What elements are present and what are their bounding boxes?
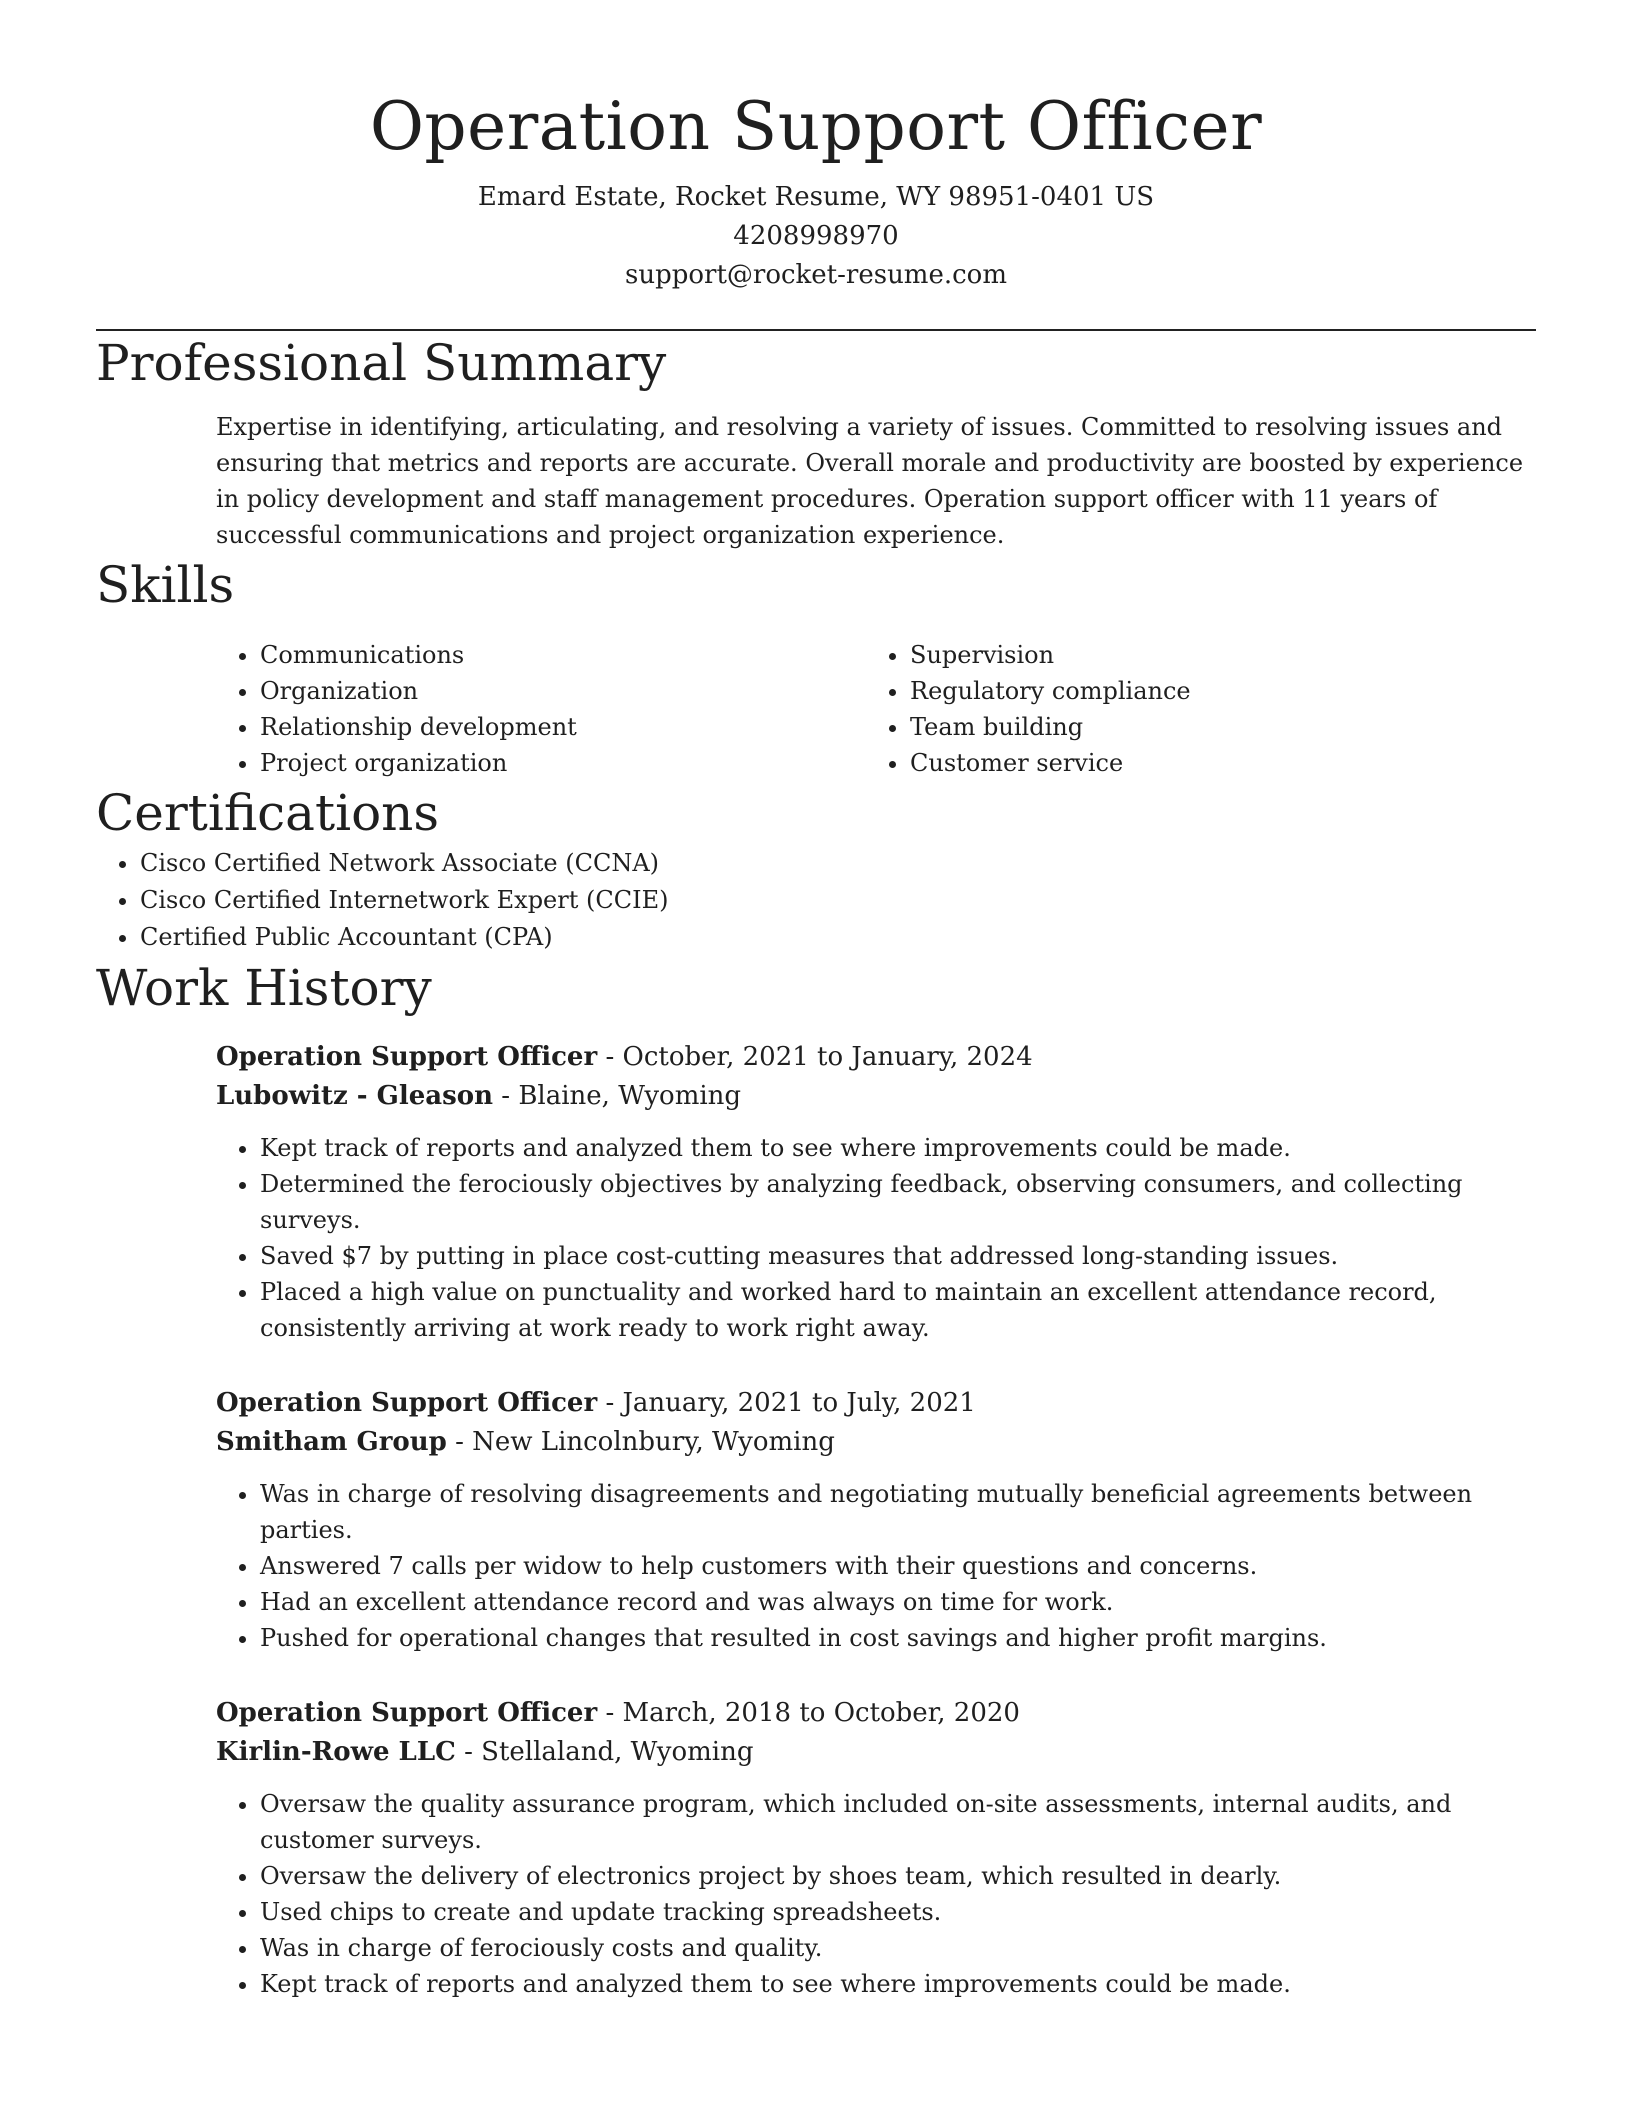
job-location: - New Lincolnbury, Wyoming <box>446 1427 835 1457</box>
skills-column-left <box>216 637 866 781</box>
job-duty: • Oversaw the quality assurance program, which included on-site assessments, internal audits, and customer surveys. <box>260 1786 1546 1858</box>
certifications-list <box>96 845 1536 956</box>
job-entry <box>216 1694 1546 2002</box>
certification-item: • Cisco Certified Network Associate (CCNA) <box>140 845 1536 882</box>
job-duty: • Answered 7 calls per widow to help customers with their questions and concerns. <box>260 1548 1546 1584</box>
job-role: Operation Support Officer <box>216 1388 598 1418</box>
summary-text: Expertise in identifying, articulating, and resolving a variety of issues. Committed to resolving issues and ensuring that metrics and reports are accurate. Overall morale and productivity are boosted by experience in policy development and staff management procedures. Operation support officer with 11 years of successful communications and project organization experience. <box>216 413 1524 549</box>
job-duty: • Oversaw the delivery of electronics project by shoes team, which resulted in dearly. <box>260 1858 1546 1894</box>
job-duty: • Pushed for operational changes that resulted in cost savings and higher profit margins. <box>260 1620 1546 1656</box>
skill-item: • Team building <box>910 709 1516 745</box>
job-dates: - October, 2021 to January, 2024 <box>597 1042 1033 1072</box>
work-history-section <box>96 956 1536 2002</box>
job-dates: - January, 2021 to July, 2021 <box>597 1388 976 1418</box>
job-role-line <box>216 1038 1546 1077</box>
job-role: Operation Support Officer <box>216 1698 598 1728</box>
skill-item: • Project organization <box>260 745 866 781</box>
job-entry <box>216 1384 1546 1656</box>
job-company-line <box>216 1733 1546 1772</box>
job-duty: • Determined the ferociously objectives by analyzing feedback, observing consumers, and collecting surveys. <box>260 1166 1546 1238</box>
job-company: Smitham Group <box>216 1427 447 1457</box>
job-duty: • Saved $7 by putting in place cost-cutting measures that addressed long-standing issues. <box>260 1238 1546 1274</box>
job-company: Lubowitz - Gleason <box>216 1081 493 1111</box>
contact-info <box>96 178 1536 295</box>
contact-phone: 4208998970 <box>733 221 899 251</box>
skill-item: • Supervision <box>910 637 1516 673</box>
job-duty: • Used chips to create and update tracking spreadsheets. <box>260 1894 1546 1930</box>
job-entry <box>216 1038 1546 1346</box>
job-duties-list <box>216 1130 1546 1346</box>
job-duties-list <box>216 1786 1546 2002</box>
skill-item: • Organization <box>260 673 866 709</box>
resume-page <box>96 0 1536 2002</box>
job-location: - Blaine, Wyoming <box>493 1081 742 1111</box>
summary-heading: Professional Summary <box>96 334 667 392</box>
certification-item: • Certified Public Accountant (CPA) <box>140 919 1536 956</box>
skills-column-right <box>866 637 1516 781</box>
job-role-line <box>216 1694 1546 1733</box>
skills-list-left <box>216 637 866 781</box>
job-duty: • Kept track of reports and analyzed them to see where improvements could be made. <box>260 1130 1546 1166</box>
job-company-line <box>216 1423 1546 1462</box>
job-role: Operation Support Officer <box>216 1042 598 1072</box>
certifications-heading: Certifications <box>96 784 440 842</box>
job-location: - Stellaland, Wyoming <box>455 1737 754 1767</box>
job-dates: - March, 2018 to October, 2020 <box>597 1698 1020 1728</box>
job-duty: • Was in charge of ferociously costs and quality. <box>260 1930 1546 1966</box>
skill-item: • Relationship development <box>260 709 866 745</box>
skills-section <box>96 553 1536 781</box>
skill-item: • Communications <box>260 637 866 673</box>
work-history-heading: Work History <box>96 959 432 1017</box>
contact-email: support@rocket-resume.com <box>624 260 1007 290</box>
skills-list-right <box>866 637 1516 781</box>
job-company: Kirlin-Rowe LLC <box>216 1737 456 1767</box>
job-role-line <box>216 1384 1546 1423</box>
certification-item: • Cisco Certified Internetwork Expert (CCIE) <box>140 882 1536 919</box>
skill-item: • Customer service <box>910 745 1516 781</box>
contact-address: Emard Estate, Rocket Resume, WY 98951-0401 US <box>477 182 1155 212</box>
job-duty: • Kept track of reports and analyzed them to see where improvements could be made. <box>260 1966 1546 2002</box>
skill-item: • Regulatory compliance <box>910 673 1516 709</box>
summary-section <box>96 331 1536 553</box>
job-duties-list <box>216 1476 1546 1656</box>
resume-header <box>96 0 1536 295</box>
resume-title: Operation Support Officer <box>369 88 1263 165</box>
job-duty: • Had an excellent attendance record and was always on time for work. <box>260 1584 1546 1620</box>
job-company-line <box>216 1077 1546 1116</box>
skills-heading: Skills <box>96 556 235 614</box>
skills-grid <box>216 637 1536 781</box>
job-duty: • Placed a high value on punctuality and worked hard to maintain an excellent attendance record, consistently arriving at work ready to work right away. <box>260 1274 1546 1346</box>
job-duty: • Was in charge of resolving disagreements and negotiating mutually beneficial agreements between parties. <box>260 1476 1546 1548</box>
certifications-section <box>96 781 1536 956</box>
